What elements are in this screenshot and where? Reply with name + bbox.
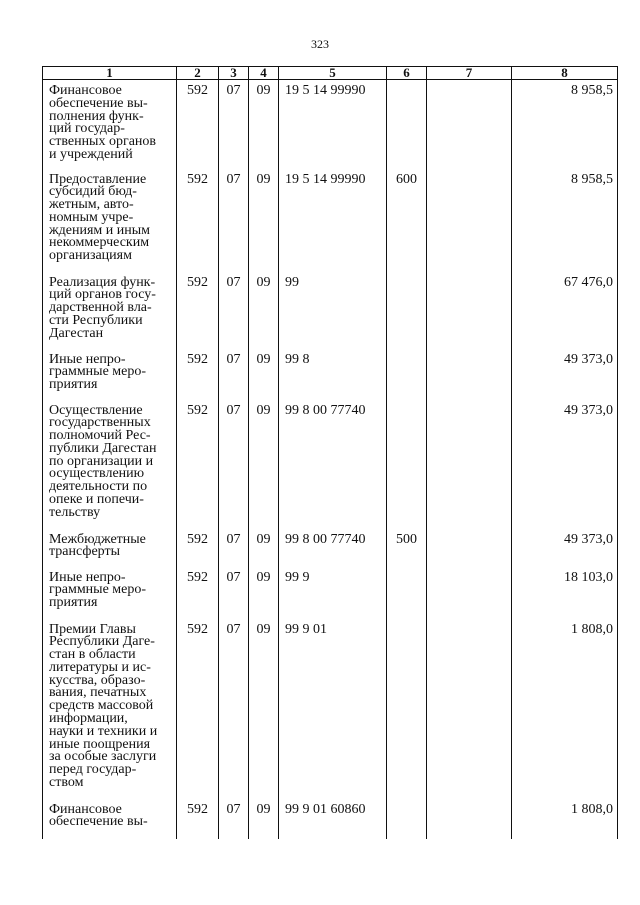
expense-type-code <box>387 567 427 619</box>
ministry-code: 592 <box>177 529 219 567</box>
table-body <box>43 80 618 839</box>
subsection-code: 09 <box>249 799 279 839</box>
ministry-code: 592 <box>177 567 219 619</box>
subsection-code: 09 <box>249 400 279 529</box>
row-name-line: трансферты <box>49 544 121 560</box>
row-name-line: Премии Главы <box>49 621 136 637</box>
table-row <box>43 80 618 169</box>
column-7-cell <box>427 567 512 619</box>
amount: 67 476,0 <box>512 272 618 349</box>
row-name <box>43 619 177 799</box>
row-name-line: сти Республики <box>49 312 143 328</box>
ministry-code: 592 <box>177 619 219 799</box>
target-article-code: 99 8 00 77740 <box>279 400 387 529</box>
row-name-line: иные поощрения <box>49 736 151 752</box>
column-header: 7 <box>427 67 512 80</box>
expense-type-code: 600 <box>387 169 427 272</box>
row-name-line: ством <box>49 775 84 791</box>
amount: 1 808,0 <box>512 619 618 799</box>
subsection-code: 09 <box>249 529 279 567</box>
table-header-row <box>43 67 618 80</box>
row-name-line: ственных органов <box>49 134 157 150</box>
target-article-code: 99 9 01 60860 <box>279 799 387 839</box>
table-row <box>43 400 618 529</box>
table-row <box>43 619 618 799</box>
row-name-line: некоммерческим <box>49 235 150 251</box>
row-name-line: опеке и попечи- <box>49 492 144 508</box>
table-row <box>43 799 618 839</box>
table-row <box>43 272 618 349</box>
row-name-line: обеспечение вы- <box>49 95 148 111</box>
section-code: 07 <box>219 169 249 272</box>
amount: 8 958,5 <box>512 169 618 272</box>
target-article-code: 99 8 <box>279 349 387 400</box>
column-7-cell <box>427 400 512 529</box>
row-name-line: Межбюджетные <box>49 531 146 547</box>
row-name-line: Предоставление <box>49 171 147 187</box>
amount: 18 103,0 <box>512 567 618 619</box>
subsection-code: 09 <box>249 272 279 349</box>
row-name-line: информации, <box>49 711 128 727</box>
ministry-code: 592 <box>177 169 219 272</box>
expense-type-code <box>387 272 427 349</box>
target-article-code: 99 8 00 77740 <box>279 529 387 567</box>
budget-table <box>42 66 618 839</box>
column-header: 3 <box>219 67 249 80</box>
row-name <box>43 529 177 567</box>
target-article-code: 99 9 <box>279 567 387 619</box>
section-code: 07 <box>219 799 249 839</box>
row-name <box>43 567 177 619</box>
column-header: 5 <box>279 67 387 80</box>
expense-type-code <box>387 619 427 799</box>
row-name-line: Реализация функ- <box>49 274 156 290</box>
column-header: 6 <box>387 67 427 80</box>
table-row <box>43 529 618 567</box>
row-name-line: Иные непро- <box>49 569 126 585</box>
column-header: 8 <box>512 67 618 80</box>
column-7-cell <box>427 349 512 400</box>
row-name-line: публики Дагестан <box>49 440 157 456</box>
row-name-line: государственных <box>49 415 151 431</box>
row-name-line: литературы и ис- <box>49 659 151 675</box>
row-name-line: и учреждений <box>49 146 133 162</box>
row-name-line: перед государ- <box>49 762 137 778</box>
subsection-code: 09 <box>249 349 279 400</box>
target-article-code: 99 9 01 <box>279 619 387 799</box>
row-name-line: кусства, образо- <box>49 672 146 688</box>
column-7-cell <box>427 272 512 349</box>
row-name <box>43 400 177 529</box>
table-row <box>43 169 618 272</box>
ministry-code: 592 <box>177 80 219 169</box>
section-code: 07 <box>219 272 249 349</box>
column-header: 2 <box>177 67 219 80</box>
row-name-line: ждениям и иным <box>49 222 151 238</box>
expense-type-code <box>387 349 427 400</box>
amount: 49 373,0 <box>512 400 618 529</box>
amount: 8 958,5 <box>512 80 618 169</box>
row-name-line: средств массовой <box>49 698 154 714</box>
column-7-cell <box>427 80 512 169</box>
row-name-line: Республики Даге- <box>49 634 155 650</box>
column-header: 4 <box>249 67 279 80</box>
column-7-cell <box>427 619 512 799</box>
ministry-code: 592 <box>177 799 219 839</box>
row-name-line: деятельности по <box>49 479 148 495</box>
expense-type-code <box>387 799 427 839</box>
row-name-line: стан в области <box>49 647 136 663</box>
ministry-code: 592 <box>177 349 219 400</box>
row-name-line: осуществлению <box>49 466 145 482</box>
page-number: 323 <box>311 37 329 51</box>
row-name-line: приятия <box>49 595 98 611</box>
ministry-code: 592 <box>177 272 219 349</box>
row-name-line: жетным, авто- <box>49 197 134 213</box>
row-name-line: приятия <box>49 377 98 393</box>
section-code: 07 <box>219 529 249 567</box>
column-7-cell <box>427 799 512 839</box>
row-name-line: граммные меро- <box>49 582 147 598</box>
row-name-line: обеспечение вы- <box>49 814 148 830</box>
row-name-line: Финансовое <box>49 801 122 817</box>
amount: 49 373,0 <box>512 349 618 400</box>
section-code: 07 <box>219 400 249 529</box>
row-name-line: полномочий Рес- <box>49 428 151 444</box>
row-name-line: дарственной вла- <box>49 300 152 316</box>
target-article-code: 19 5 14 99990 <box>279 169 387 272</box>
table-row <box>43 567 618 619</box>
row-name-line: науки и техники и <box>49 723 158 739</box>
column-7-cell <box>427 529 512 567</box>
row-name-line: по организации и <box>49 453 154 469</box>
subsection-code: 09 <box>249 567 279 619</box>
row-name-line: полнения функ- <box>49 108 144 124</box>
table-row <box>43 349 618 400</box>
row-name-line: Финансовое <box>49 83 122 98</box>
subsection-code: 09 <box>249 169 279 272</box>
section-code: 07 <box>219 619 249 799</box>
row-name-line: организациям <box>49 248 132 264</box>
column-7-cell <box>427 169 512 272</box>
row-name-line: Осуществление <box>49 402 143 418</box>
target-article-code: 19 5 14 99990 <box>279 80 387 169</box>
amount: 49 373,0 <box>512 529 618 567</box>
row-name <box>43 169 177 272</box>
subsection-code: 09 <box>249 80 279 169</box>
row-name-line: вания, печатных <box>49 685 147 701</box>
row-name <box>43 799 177 839</box>
subsection-code: 09 <box>249 619 279 799</box>
expense-type-code: 500 <box>387 529 427 567</box>
section-code: 07 <box>219 567 249 619</box>
expense-type-code <box>387 80 427 169</box>
target-article-code: 99 <box>279 272 387 349</box>
row-name-line: номным учре- <box>49 209 134 225</box>
amount: 1 808,0 <box>512 799 618 839</box>
section-code: 07 <box>219 80 249 169</box>
column-header: 1 <box>43 67 177 80</box>
row-name-line: граммные меро- <box>49 364 147 380</box>
row-name <box>43 349 177 400</box>
expense-type-code <box>387 400 427 529</box>
row-name-line: за особые заслуги <box>49 749 157 765</box>
row-name-line: тельству <box>49 504 101 520</box>
row-name-line: Иные непро- <box>49 351 126 367</box>
row-name-line: ций органов госу- <box>49 287 156 303</box>
section-code: 07 <box>219 349 249 400</box>
row-name <box>43 80 177 169</box>
row-name-line: Дагестан <box>49 325 104 341</box>
row-name-line: субсидий бюд- <box>49 184 137 200</box>
ministry-code: 592 <box>177 400 219 529</box>
row-name-line: ций государ- <box>49 121 125 137</box>
row-name <box>43 272 177 349</box>
